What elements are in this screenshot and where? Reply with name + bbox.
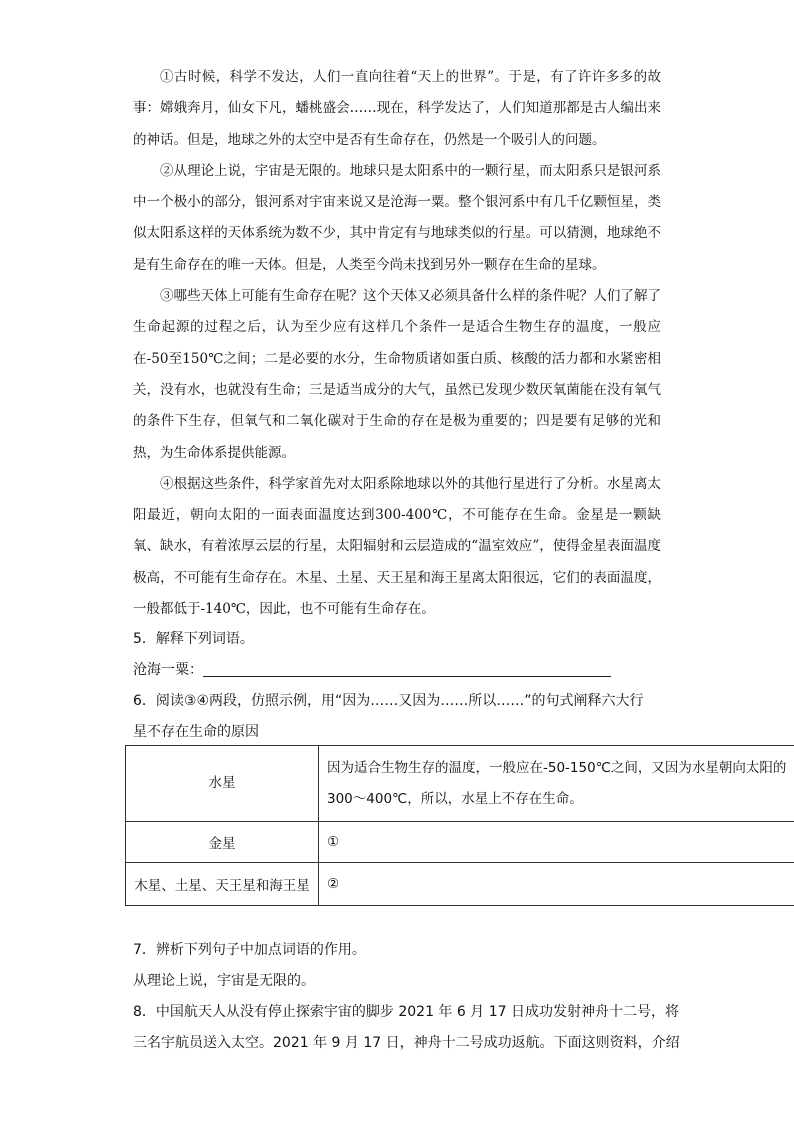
question-7: 7．辨析下列句子中加点词语的作用。	[133, 942, 366, 958]
planet-name-cell: 木星、土星、天王星和海王星	[126, 863, 319, 906]
table-row	[126, 863, 794, 906]
question-5-term-row	[133, 655, 794, 686]
passage-paragraph-1: ①古时候，科学不发达，人们一直向往着“天上的世界”。于是，有了许许多多的故事：嫦娥奔月，仙女下凡，蟠桃盛会……现在，科学发达了，人们知道那都是古人编出来的神话。但是，地球之外的太空中是否有生命存在，仍然是一个吸引人的问题。	[133, 69, 661, 148]
question-5: 5．解释下列词语。	[133, 631, 254, 647]
passage-paragraph-2: ②从理论上说，宇宙是无限的。地球只是太阳系中的一颗行星，而太阳系只是银河系中一个极小的部分，银河系对宇宙来说又是沧海一粟。整个银河系中有几千亿颗恒星，类似太阳系这样的天体系统为数不少，其中肯定有与地球类似的行星。可以猜测，地球绝不是有生命存在的唯一天体。但是，人类至今尚未找到另外一颗存在生命的星球。	[133, 162, 661, 273]
question-6-line-1: 6．阅读③④两段，仿照示例，用“因为……又因为……所以……”的句式阐释六大行	[133, 693, 644, 709]
answer-cell[interactable]: ②	[319, 863, 794, 906]
questions-block	[133, 624, 794, 748]
question-6-line-2: 星不存在生命的原因	[133, 724, 259, 740]
planet-name-cell: 水星	[126, 746, 319, 822]
question-5-term: 沧海一粟：	[133, 662, 203, 678]
answer-blank-line[interactable]	[203, 675, 611, 677]
question-7-sentence: 从理论上说，宇宙是无限的。	[133, 973, 315, 989]
planet-name-cell: 金星	[126, 822, 319, 863]
answer-cell	[319, 746, 794, 822]
reading-passage	[133, 62, 661, 625]
example-answer-line-2: 300～400℃，所以，水星上不存在生命。	[327, 790, 583, 807]
passage-paragraph-4: ④根据这些条件，科学家首先对太阳系除地球以外的其他行星进行了分析。水星离太阳最近，朝向太阳的一面表面温度达到300-400℃，不可能存在生命。金星是一颗缺氧、缺水，有着浓厚云层的行星，太阳辐射和云层造成的“温室效应”，使得金星表面温度极高，不可能有生命存在。木星、土星、天王星和海王星离太阳很远，它们的表面温度，一般都低于-140℃，因此，也不可能有生命存在。	[133, 475, 661, 618]
answer-table	[125, 745, 794, 906]
questions-block-2	[133, 935, 794, 1059]
table-row	[126, 822, 794, 863]
answer-cell[interactable]: ①	[319, 822, 794, 863]
example-answer-line-1: 因为适合生物生存的温度，一般应在-50-150℃之间，又因为水星朝向太阳的	[327, 759, 787, 776]
table-row	[126, 746, 794, 822]
question-8-line-1: 8．中国航天人从没有停止探索宇宙的脚步 2021 年 6 月 17 日成功发射神舟十二号，将	[133, 1004, 679, 1020]
passage-paragraph-3: ③哪些天体上可能有生命存在呢？这个天体又必须具备什么样的条件呢？人们了解了生命起源的过程之后，认为至少应有这样几个条件一是适合生物生存的温度，一般应在-50至150℃之间；二是必要的水分，生命物质诸如蛋白质、核酸的活力都和水紧密相关，没有水，也就没有生命；三是适当成分的大气，虽然已发现少数厌氧菌能在没有氧气的条件下生存，但氧气和二氧化碳对于生命的存在是极为重要的；四是要有足够的光和热，为生命体系提供能源。	[133, 288, 661, 461]
question-8-line-2: 三名宇航员送入太空。2021 年 9 月 17 日，神舟十二号成功返航。下面这则资料，介绍	[133, 1035, 680, 1051]
